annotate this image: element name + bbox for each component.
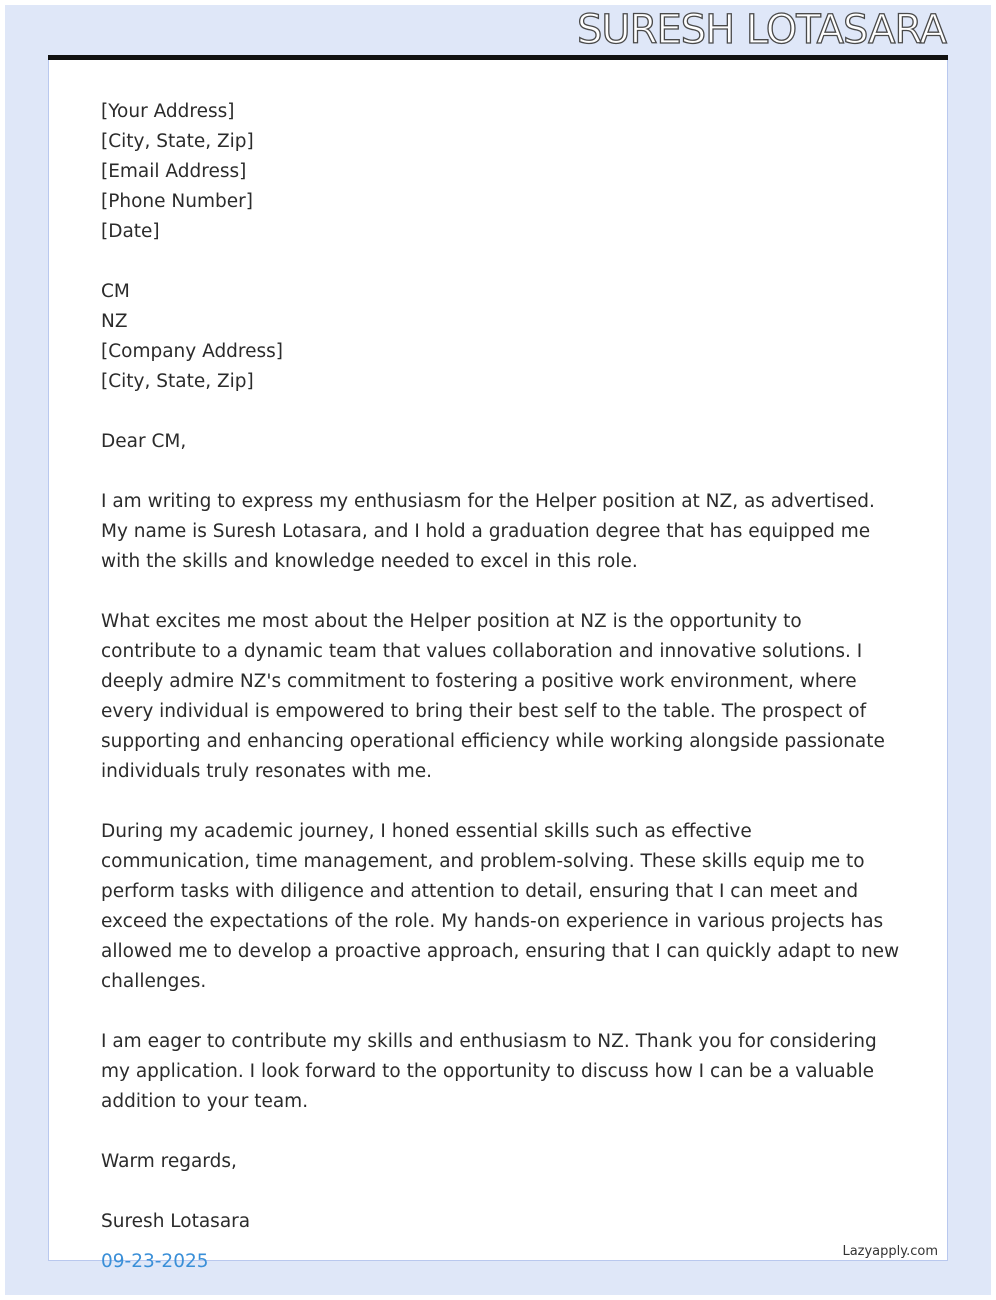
sender-address: [Your Address] [101, 101, 235, 122]
letter-body [101, 97, 901, 1277]
recipient-block [101, 277, 901, 397]
sender-city-state-zip: [City, State, Zip] [101, 131, 254, 152]
sender-phone: [Phone Number] [101, 191, 253, 212]
salutation: Dear CM, [101, 431, 187, 452]
recipient-city-state-zip: [City, State, Zip] [101, 371, 254, 392]
sender-email: [Email Address] [101, 161, 247, 182]
applicant-name-header: SURESH LOTASARA [577, 7, 946, 53]
signature-name: Suresh Lotasara [101, 1211, 251, 1232]
recipient-company-address: [Company Address] [101, 341, 284, 362]
brand-footer: Lazyapply.com [842, 1244, 938, 1259]
letter-sheet [48, 60, 948, 1272]
sender-date: [Date] [101, 221, 160, 242]
paragraph-closing: I am eager to contribute my skills and enthusiasm to NZ. Thank you for considering my application. I look forward to the opportunity to discuss how I can be a valuable addition to your team. [101, 1031, 877, 1112]
paragraph-skills: During my academic journey, I honed essential skills such as effective communication, time management, and problem-solving. These skills equip me to perform tasks with diligence and attention to detail, ensuring that I can meet and exceed the expectations of the role. My hands-on experience in various projects has allowed me to develop a proactive approach, ensuring that I can quickly adapt to new challenges. [101, 821, 900, 992]
recipient-company: NZ [101, 311, 128, 332]
closing-phrase: Warm regards, [101, 1151, 237, 1172]
paragraph-motivation: What excites me most about the Helper position at NZ is the opportunity to contribute to a dynamic team that values collaboration and innovative solutions. I deeply admire NZ's commitment to fostering a positive work environment, where every individual is empowered to bring their best self to the table. The prospect of supporting and enhancing operational efficiency while working alongside passionate individuals truly resonates with me. [101, 611, 885, 782]
sender-block [101, 97, 901, 247]
paragraph-intro: I am writing to express my enthusiasm for the Helper position at NZ, as advertised. My name is Suresh Lotasara, and I hold a graduation degree that has equipped me with the skills and knowledge needed to excel in this role. [101, 491, 875, 572]
recipient-name: CM [101, 281, 130, 302]
footer-date: 09-23-2025 [101, 1251, 209, 1272]
